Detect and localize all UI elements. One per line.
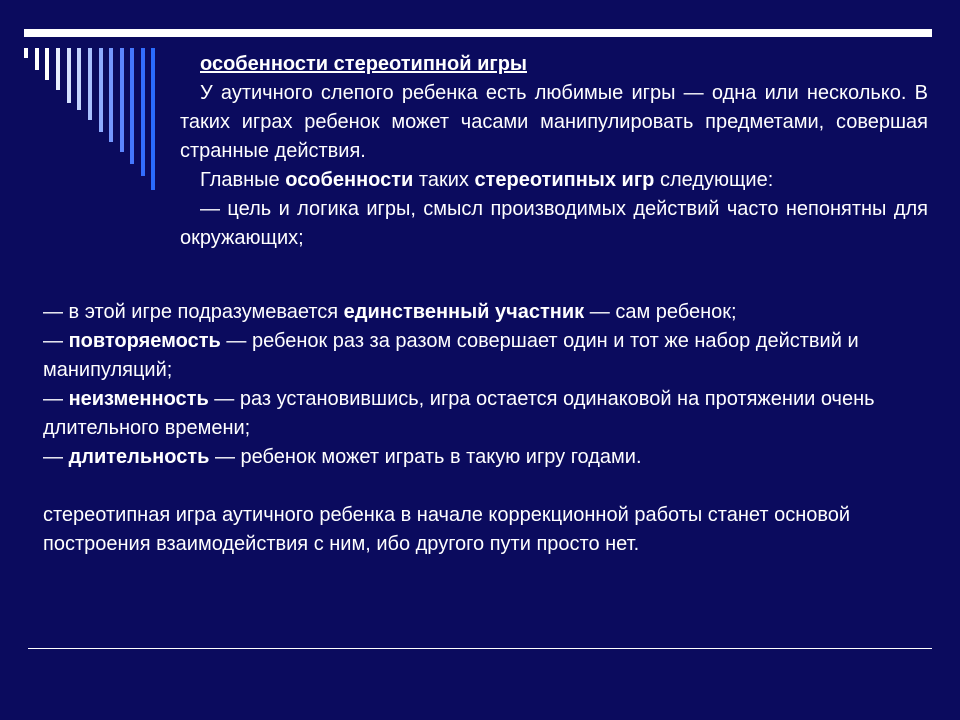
- intro-paragraph-1: У аутичного слепого ребенка есть любимые игры — одна или несколько. В таких играх ребенок может часами манипулировать предметами, совершая странные действия.: [180, 82, 928, 162]
- features-list: [43, 298, 933, 559]
- decor-bar-10: [120, 48, 124, 152]
- decor-bar-3: [45, 48, 49, 80]
- intro-paragraph-3: — цель и логика игры, смысл производимых действий часто непонятны для окружающих;: [180, 198, 928, 249]
- intro-block: [180, 50, 928, 253]
- decor-bar-4: [56, 48, 60, 90]
- decor-bar-12: [141, 48, 145, 176]
- section-heading: особенности стереотипной игры: [200, 53, 527, 75]
- list-item: — в этой игре подразумевается единственный участник — сам ребенок;: [43, 301, 737, 323]
- decor-bar-7: [88, 48, 92, 120]
- list-item: — неизменность — раз установившись, игра остается одинаковой на протяжении очень длительного времени;: [43, 388, 875, 439]
- decor-bar-5: [67, 48, 71, 103]
- list-item: — длительность — ребенок может играть в такую игру годами.: [43, 446, 642, 468]
- decor-bar-8: [99, 48, 103, 132]
- decor-bar-1: [24, 48, 28, 58]
- bottom-divider: [28, 648, 932, 649]
- spacer: [43, 472, 933, 501]
- list-item: — повторяемость — ребенок раз за разом совершает один и тот же набор действий и манипуляций;: [43, 330, 859, 381]
- decor-bar-11: [130, 48, 134, 164]
- decor-bar-2: [35, 48, 39, 70]
- decor-bar-6: [77, 48, 81, 110]
- decor-bar-13: [151, 48, 155, 190]
- conclusion-paragraph: стереотипная игра аутичного ребенка в начале коррекционной работы станет основой построения взаимодействия с ним, ибо другого пути просто нет.: [43, 504, 851, 555]
- decor-bar-9: [109, 48, 113, 142]
- intro-paragraph-2: Главные особенности таких стереотипных игр следующие:: [200, 169, 774, 191]
- top-divider: [24, 29, 932, 37]
- decorative-bars: [0, 0, 160, 200]
